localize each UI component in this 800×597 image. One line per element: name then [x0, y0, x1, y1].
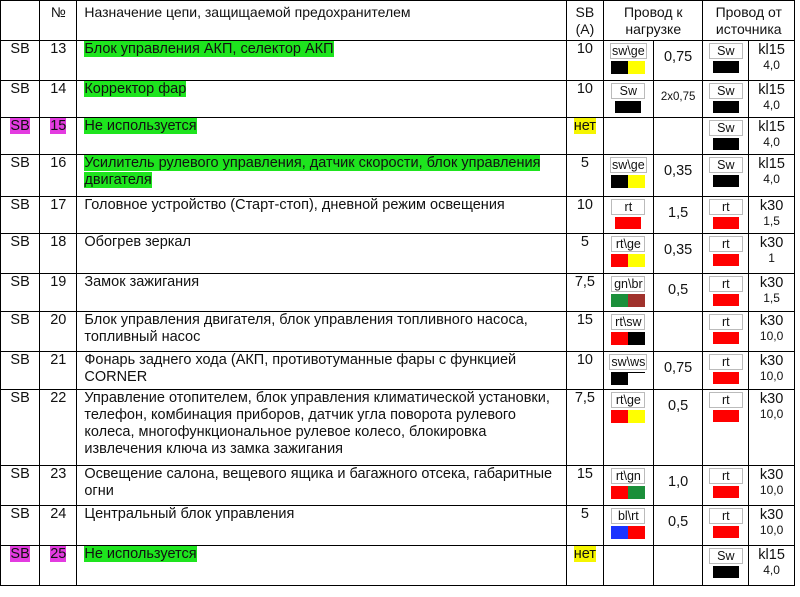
source-terminal-cell	[749, 466, 795, 506]
sb-label: SB	[10, 312, 30, 328]
fuse-number: 13	[50, 41, 67, 57]
source-wire-code: rt	[709, 199, 743, 215]
amperage-cell	[566, 506, 603, 546]
sb-cell	[1, 155, 40, 197]
source-wire-color-cell	[703, 546, 749, 586]
source-terminal: k30	[759, 353, 784, 369]
fuse-number: 14	[50, 81, 67, 97]
source-terminal: k30	[759, 313, 784, 329]
amperage-cell	[566, 466, 603, 506]
wire-color-main	[611, 332, 628, 345]
sb-label: SB	[10, 197, 30, 213]
amperage-cell	[566, 41, 603, 81]
fuse-number: 19	[50, 274, 67, 290]
source-terminal-cell	[749, 197, 795, 234]
fuse-number-cell	[40, 352, 77, 390]
wire-color-swatch	[713, 332, 739, 344]
load-wire-code: sw\ge	[612, 44, 645, 58]
fuse-number-cell	[40, 155, 77, 197]
header-load-wire: Провод к нагрузке	[603, 1, 703, 41]
fuse-number: 23	[50, 466, 67, 482]
table-row	[1, 41, 795, 81]
load-wire-color-cell	[603, 118, 653, 155]
wire-color-main	[611, 254, 628, 267]
wire-color-swatch	[611, 254, 645, 267]
load-wire-color-cell	[603, 234, 653, 274]
amperage-cell	[566, 274, 603, 312]
wire-color-stripe	[628, 175, 645, 188]
amperage-cell	[566, 312, 603, 352]
amperage-value: 10	[576, 41, 593, 57]
wire-color-main	[611, 526, 628, 539]
amperage-value: 7,5	[574, 390, 595, 406]
source-wire-size: 4,0	[763, 172, 780, 186]
source-wire-code: rt	[709, 236, 743, 252]
load-wire-size-cell	[653, 390, 703, 466]
header-amperage: SB (A)	[566, 1, 603, 41]
wire-color-swatch	[713, 217, 739, 229]
table-row	[1, 234, 795, 274]
sb-cell	[1, 118, 40, 155]
circuit-description: Обогрев зеркал	[84, 234, 191, 250]
amperage-cell	[566, 118, 603, 155]
wire-color-main	[611, 175, 628, 188]
load-wire-code: rt\gn	[611, 468, 645, 484]
load-wire-code: Sw	[611, 83, 645, 99]
wire-color-stripe	[628, 294, 645, 307]
load-wire-size-cell	[653, 274, 703, 312]
table-row	[1, 352, 795, 390]
source-wire-code: rt	[709, 468, 743, 484]
wire-color-main	[611, 486, 628, 499]
amperage-value: 5	[580, 506, 589, 522]
wire-color-main	[611, 294, 628, 307]
wire-color-stripe	[628, 526, 645, 539]
sb-label: SB	[10, 466, 30, 482]
fuse-number-cell	[40, 118, 77, 155]
fuse-number-cell	[40, 274, 77, 312]
circuit-description-cell	[77, 352, 566, 390]
load-wire-size: 1,5	[668, 205, 689, 221]
sb-cell	[1, 546, 40, 586]
wire-color-swatch	[615, 217, 641, 229]
source-terminal-cell	[749, 274, 795, 312]
load-wire-size-cell	[653, 352, 703, 390]
table-row	[1, 546, 795, 586]
wire-color-swatch	[713, 372, 739, 384]
table-row	[1, 197, 795, 234]
wire-color-swatch	[713, 526, 739, 538]
wire-color-swatch	[611, 372, 645, 385]
wire-color-swatch	[611, 332, 645, 345]
circuit-description: Освещение салона, вещевого ящика и багажного отсека, габаритные огни	[84, 466, 553, 499]
wire-color-swatch	[713, 101, 739, 113]
source-terminal-cell	[749, 312, 795, 352]
circuit-description: Не используется	[84, 546, 197, 562]
circuit-description: Замок зажигания	[84, 274, 200, 290]
source-wire-code: Sw	[709, 157, 743, 173]
load-wire-size-cell	[653, 546, 703, 586]
wire-color-stripe	[628, 254, 645, 267]
amperage-value: 10	[576, 81, 593, 97]
source-wire-color-cell	[703, 155, 749, 197]
load-wire-code: rt\ge	[611, 392, 645, 408]
wire-color-stripe	[628, 332, 645, 345]
sb-label: SB	[10, 506, 30, 522]
header-sb	[1, 1, 40, 41]
wire-color-stripe	[628, 372, 645, 386]
amperage-value: 10	[576, 352, 593, 368]
source-wire-code: rt	[709, 508, 743, 524]
load-wire-code: sw\ws	[611, 355, 646, 369]
source-wire-size: 10,0	[759, 369, 784, 383]
load-wire-color-cell	[603, 546, 653, 586]
source-wire-size: 1,5	[763, 214, 780, 228]
table-row	[1, 155, 795, 197]
amperage-value: 15	[576, 466, 593, 482]
sb-label: SB	[10, 390, 30, 406]
fuse-number-cell	[40, 546, 77, 586]
fuse-number-cell	[40, 41, 77, 81]
table-row	[1, 118, 795, 155]
load-wire-size-cell	[653, 118, 703, 155]
load-wire-color-cell	[603, 466, 653, 506]
source-wire-color-cell	[703, 234, 749, 274]
source-wire-color-cell	[703, 118, 749, 155]
wire-color-swatch	[713, 61, 739, 73]
source-wire-color-cell	[703, 466, 749, 506]
source-wire-size: 10,0	[759, 407, 784, 421]
circuit-description-cell	[77, 81, 566, 118]
circuit-description: Усилитель рулевого управления, датчик скорости, блок управления двигателя	[84, 155, 541, 188]
fuse-number: 24	[50, 506, 67, 522]
sb-cell	[1, 352, 40, 390]
source-wire-color-cell	[703, 274, 749, 312]
circuit-description: Центральный блок управления	[84, 506, 295, 522]
load-wire-color-cell	[603, 81, 653, 118]
load-wire-size: 0,35	[663, 242, 693, 258]
source-terminal: k30	[759, 275, 784, 291]
source-terminal: k30	[759, 198, 784, 214]
fuse-number: 20	[50, 312, 67, 328]
amperage-value: 10	[576, 197, 593, 213]
load-wire-size-cell	[653, 81, 703, 118]
load-wire-color-cell	[603, 506, 653, 546]
source-wire-size: 1,5	[763, 291, 780, 305]
wire-color-swatch	[713, 294, 739, 306]
source-terminal: k30	[759, 235, 784, 251]
circuit-description-cell	[77, 274, 566, 312]
sb-cell	[1, 197, 40, 234]
fuse-number-cell	[40, 197, 77, 234]
sb-cell	[1, 274, 40, 312]
source-wire-size: 4,0	[763, 58, 780, 72]
load-wire-color-cell	[603, 274, 653, 312]
fuse-number-cell	[40, 312, 77, 352]
load-wire-size: 0,5	[668, 282, 689, 298]
source-wire-color-cell	[703, 41, 749, 81]
header-source-wire: Провод от источника	[703, 1, 795, 41]
source-terminal-cell	[749, 390, 795, 466]
amperage-cell	[566, 352, 603, 390]
amperage-value: нет	[573, 118, 597, 134]
fuse-number: 16	[50, 155, 67, 171]
wire-color-main	[611, 61, 628, 74]
load-wire-size: 0,5	[668, 398, 689, 414]
amperage-cell	[566, 234, 603, 274]
source-terminal: k30	[759, 507, 784, 523]
load-wire-code: rt	[611, 199, 645, 215]
wire-color-main	[611, 410, 628, 423]
wire-color-swatch	[713, 410, 739, 422]
load-wire-size: 1,0	[668, 474, 689, 490]
load-wire-size-cell	[653, 466, 703, 506]
source-wire-code: Sw	[709, 548, 743, 564]
fuse-number: 15	[50, 118, 67, 134]
load-wire-size-cell	[653, 506, 703, 546]
amperage-cell	[566, 155, 603, 197]
fuse-number-cell	[40, 390, 77, 466]
load-wire-size: 2x0,75	[660, 91, 696, 103]
source-wire-size: 10,0	[759, 483, 784, 497]
sb-label: SB	[10, 41, 30, 57]
wire-color-stripe	[628, 61, 645, 74]
source-wire-size: 10,0	[759, 329, 784, 343]
sb-label: SB	[10, 546, 30, 562]
sb-label: SB	[10, 274, 30, 290]
sb-cell	[1, 81, 40, 118]
wire-color-main	[611, 372, 628, 385]
load-wire-size-cell	[653, 155, 703, 197]
load-wire-size: 0,75	[663, 49, 693, 65]
source-wire-color-cell	[703, 390, 749, 466]
sb-label: SB	[10, 234, 30, 250]
sb-label: SB	[10, 81, 30, 97]
circuit-description: Не используется	[84, 118, 197, 134]
source-wire-size: 1	[768, 251, 775, 265]
load-wire-code: bl\rt	[611, 508, 645, 524]
circuit-description: Блок управления двигателя, блок управления топливного насоса, топливный насос	[84, 312, 528, 345]
sb-cell	[1, 234, 40, 274]
load-wire-code: rt\ge	[611, 236, 645, 252]
source-terminal-cell	[749, 81, 795, 118]
fuse-number-cell	[40, 506, 77, 546]
sb-cell	[1, 466, 40, 506]
source-wire-code: Sw	[709, 43, 743, 59]
wire-color-swatch	[713, 254, 739, 266]
header-number: №	[40, 1, 77, 41]
amperage-value: 5	[580, 234, 589, 250]
wire-color-swatch	[611, 175, 645, 188]
sb-label: SB	[10, 352, 30, 368]
wire-color-swatch	[713, 486, 739, 498]
source-terminal: k30	[759, 467, 784, 483]
circuit-description-cell	[77, 546, 566, 586]
load-wire-color-cell	[603, 41, 653, 81]
fuse-number: 18	[50, 234, 67, 250]
source-terminal-cell	[749, 41, 795, 81]
source-terminal-cell	[749, 352, 795, 390]
source-wire-color-cell	[703, 312, 749, 352]
source-terminal: kl15	[758, 547, 785, 563]
fuse-number-cell	[40, 81, 77, 118]
circuit-description-cell	[77, 390, 566, 466]
circuit-description: Управление отопителем, блок управления климатической установки, телефон, комбинация приборов, датчик угла поворота рулевого колеса, многофункциональное рулевое колесо, блокировка извлечения ключа из замка зажигания	[84, 390, 550, 457]
table-row	[1, 506, 795, 546]
wire-color-swatch	[611, 526, 645, 539]
source-terminal: kl15	[758, 119, 785, 135]
circuit-description: Головное устройство (Старт-стоп), дневной режим освещения	[84, 197, 505, 213]
load-wire-code: sw\ge	[612, 158, 645, 172]
source-terminal-cell	[749, 155, 795, 197]
amperage-cell	[566, 390, 603, 466]
wire-color-swatch	[611, 410, 645, 423]
table-row	[1, 466, 795, 506]
circuit-description-cell	[77, 118, 566, 155]
wire-color-stripe	[628, 486, 645, 499]
load-wire-code: rt\sw	[611, 314, 645, 330]
source-terminal-cell	[749, 234, 795, 274]
source-terminal-cell	[749, 118, 795, 155]
sb-cell	[1, 506, 40, 546]
load-wire-code: gn\br	[611, 276, 645, 292]
load-wire-color-cell	[603, 390, 653, 466]
source-wire-code: rt	[709, 314, 743, 330]
source-wire-color-cell	[703, 506, 749, 546]
load-wire-size-cell	[653, 234, 703, 274]
source-terminal: kl15	[758, 82, 785, 98]
wire-color-swatch	[713, 175, 739, 187]
wire-color-swatch	[611, 486, 645, 499]
circuit-description-cell	[77, 41, 566, 81]
fuse-number: 21	[50, 352, 67, 368]
wire-color-swatch	[611, 294, 645, 307]
circuit-description-cell	[77, 506, 566, 546]
load-wire-size: 0,5	[668, 514, 689, 530]
load-wire-color-cell	[603, 352, 653, 390]
table-row	[1, 312, 795, 352]
wire-color-stripe	[628, 410, 645, 423]
circuit-description: Блок управления АКП, селектор АКП	[84, 41, 334, 57]
source-wire-code: Sw	[709, 83, 743, 99]
header-purpose: Назначение цепи, защищаемой предохранителем	[77, 1, 566, 41]
circuit-description: Фонарь заднего хода (АКП, противотуманные фары с функцией CORNER	[84, 352, 517, 385]
source-wire-code: Sw	[709, 120, 743, 136]
table-row	[1, 274, 795, 312]
fuse-number: 25	[50, 546, 67, 562]
load-wire-size-cell	[653, 197, 703, 234]
load-wire-size-cell	[653, 312, 703, 352]
wire-color-swatch	[713, 566, 739, 578]
table-row	[1, 390, 795, 466]
load-wire-size: 0,75	[663, 360, 693, 376]
source-wire-code: rt	[709, 392, 743, 408]
source-terminal: k30	[759, 391, 784, 407]
wire-color-swatch	[611, 61, 645, 74]
source-terminal: kl15	[758, 42, 785, 58]
wire-color-swatch	[713, 138, 739, 150]
load-wire-color-cell	[603, 197, 653, 234]
fuse-number-cell	[40, 466, 77, 506]
source-terminal-cell	[749, 506, 795, 546]
source-wire-color-cell	[703, 197, 749, 234]
source-wire-code: rt	[709, 276, 743, 292]
fuse-number-cell	[40, 234, 77, 274]
circuit-description-cell	[77, 312, 566, 352]
load-wire-color-cell	[603, 312, 653, 352]
amperage-value: 5	[580, 155, 589, 171]
source-wire-code: rt	[709, 354, 743, 370]
sb-cell	[1, 390, 40, 466]
sb-label: SB	[10, 118, 30, 134]
amperage-cell	[566, 546, 603, 586]
amperage-value: 7,5	[574, 274, 595, 290]
amperage-cell	[566, 197, 603, 234]
sb-label: SB	[10, 155, 30, 171]
circuit-description-cell	[77, 466, 566, 506]
amperage-value: нет	[573, 546, 597, 562]
load-wire-color-cell	[603, 155, 653, 197]
fuse-number: 17	[50, 197, 67, 213]
table-row	[1, 81, 795, 118]
circuit-description-cell	[77, 197, 566, 234]
amperage-value: 15	[576, 312, 593, 328]
circuit-description-cell	[77, 234, 566, 274]
fuse-number: 22	[50, 390, 67, 406]
source-wire-size: 4,0	[763, 563, 780, 577]
source-wire-size: 4,0	[763, 135, 780, 149]
source-wire-size: 4,0	[763, 98, 780, 112]
sb-cell	[1, 312, 40, 352]
circuit-description-cell	[77, 155, 566, 197]
sb-cell	[1, 41, 40, 81]
table-header-row	[1, 1, 795, 41]
wire-color-swatch	[615, 101, 641, 113]
source-terminal: kl15	[758, 156, 785, 172]
circuit-description: Корректор фар	[84, 81, 187, 97]
load-wire-size-cell	[653, 41, 703, 81]
load-wire-size: 0,35	[663, 163, 693, 179]
source-wire-color-cell	[703, 352, 749, 390]
source-wire-color-cell	[703, 81, 749, 118]
source-wire-size: 10,0	[759, 523, 784, 537]
source-terminal-cell	[749, 546, 795, 586]
amperage-cell	[566, 81, 603, 118]
